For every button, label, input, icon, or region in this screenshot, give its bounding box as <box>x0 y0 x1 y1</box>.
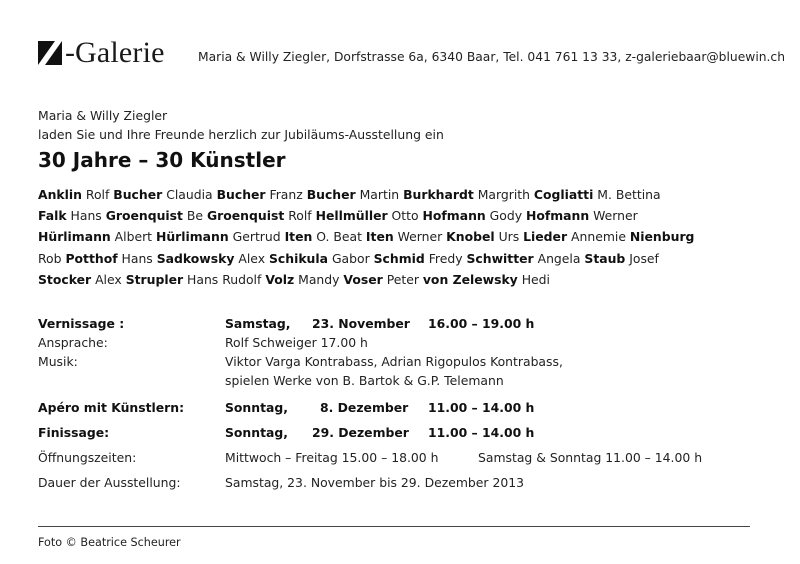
dauer-value: Samstag, 23. November bis 29. Dezember 2013 <box>225 475 524 490</box>
artist-surname: Iten <box>365 229 394 245</box>
artist-line <box>38 205 768 226</box>
artist-surname: Bucher <box>113 187 163 202</box>
artist-firstname: M. Bettina <box>593 187 661 202</box>
artist-firstname: Fredy <box>424 250 467 266</box>
artist-surname: Potthof <box>65 250 118 266</box>
artist-surname: Falk <box>38 208 67 224</box>
apero-date: 8. Dezember <box>320 400 409 415</box>
schedule-row-oeffnungszeiten <box>38 450 768 469</box>
artist-surname: Groenquist <box>105 208 183 224</box>
oeffnungszeiten-label: Öffnungszeiten: <box>38 450 137 465</box>
artist-firstname: Peter <box>382 271 423 287</box>
ansprache-label: Ansprache: <box>38 335 108 350</box>
artist-surname: Groenquist <box>206 208 285 224</box>
artist-firstname: Mandy <box>294 271 344 287</box>
artist-firstname: Hans Rudolf <box>183 271 266 287</box>
apero-time: 11.00 – 14.00 h <box>428 400 535 415</box>
artist-line <box>38 226 768 247</box>
artist-surname: Sadkowsky <box>156 250 235 266</box>
vernissage-label: Vernissage : <box>38 316 125 331</box>
artist-surname: Stocker <box>38 271 92 287</box>
footer-divider <box>38 526 750 527</box>
schedule-row-finissage <box>38 425 768 444</box>
invitation-intro <box>38 106 444 144</box>
finissage-label: Finissage: <box>38 425 110 440</box>
artist-firstname: Franz <box>265 187 307 202</box>
artist-firstname: Josef <box>625 250 659 266</box>
artist-surname: Nienburg <box>629 229 695 245</box>
artist-firstname: Hans <box>117 250 157 266</box>
vernissage-date: 23. November <box>312 316 410 331</box>
artist-firstname: Alex <box>234 250 269 266</box>
artist-firstname: Annemie <box>567 229 630 245</box>
schedule <box>38 316 768 494</box>
artist-firstname: Alex <box>91 271 126 287</box>
artist-surname: Hellmüller <box>315 208 388 224</box>
artist-firstname: Albert <box>110 229 156 245</box>
artist-firstname: Claudia <box>162 187 217 202</box>
artist-surname: Bucher <box>216 187 266 202</box>
artist-surname: Cogliatti <box>533 187 594 202</box>
finissage-date: 29. Dezember <box>312 425 409 440</box>
artist-surname: Iten <box>284 229 313 245</box>
artist-firstname: Hans <box>66 208 106 224</box>
artist-surname: Hofmann <box>525 208 590 224</box>
artist-firstname: Rolf <box>81 187 114 202</box>
artist-list <box>38 184 768 290</box>
z-logo-icon <box>38 41 62 65</box>
gallery-logo <box>38 36 165 70</box>
artist-firstname: Margrith <box>473 187 534 202</box>
artist-firstname: Rob <box>38 250 66 266</box>
schedule-row-ansprache <box>38 335 768 354</box>
artist-firstname: Otto <box>387 208 423 224</box>
artist-firstname: Urs <box>494 229 524 245</box>
artist-firstname: Angela <box>533 250 585 266</box>
exhibition-title: 30 Jahre – 30 Künstler <box>38 148 286 172</box>
artist-firstname: Gody <box>485 208 526 224</box>
artist-surname: Hürlimann <box>155 229 229 245</box>
schedule-row-dauer <box>38 475 768 494</box>
artist-firstname: Gertrud <box>228 229 285 245</box>
artist-firstname: Gabor <box>328 250 374 266</box>
artist-surname: Schikula <box>268 250 328 266</box>
musik-value-line1: Viktor Varga Kontrabass, Adrian Rigopulos Kontrabass, <box>225 354 563 369</box>
vernissage-time: 16.00 – 19.00 h <box>428 316 535 331</box>
artist-surname: Voser <box>343 271 383 287</box>
apero-day: Sonntag, <box>225 400 288 415</box>
artist-firstname: Werner <box>589 208 638 224</box>
artist-line <box>38 184 768 205</box>
finissage-day: Sonntag, <box>225 425 288 440</box>
oeffnungszeiten-weekday: Mittwoch – Freitag 15.00 – 18.00 h <box>225 450 439 465</box>
artist-surname: von Zelewsky <box>422 271 518 287</box>
artist-surname: Volz <box>265 271 295 287</box>
invitation-line: laden Sie und Ihre Freunde herzlich zur Jubiläums-Ausstellung ein <box>38 127 444 142</box>
artist-surname: Hürlimann <box>38 229 111 245</box>
artist-surname: Lieder <box>523 229 568 245</box>
artist-surname: Staub <box>584 250 626 266</box>
photo-credit: Foto © Beatrice Scheurer <box>38 536 181 549</box>
musik-label: Musik: <box>38 354 78 369</box>
artist-firstname: Hedi <box>517 271 550 287</box>
oeffnungszeiten-weekend: Samstag & Sonntag 11.00 – 14.00 h <box>478 450 703 465</box>
artist-surname: Anklin <box>38 187 82 202</box>
vernissage-day: Samstag, <box>225 316 291 331</box>
hosts-line: Maria & Willy Ziegler <box>38 108 168 123</box>
artist-surname: Hofmann <box>422 208 486 224</box>
artist-firstname: Be <box>182 208 207 224</box>
header <box>38 36 785 76</box>
schedule-row-vernissage <box>38 316 768 335</box>
contact-line: Maria & Willy Ziegler, Dorfstrasse 6a, 6340 Baar, Tel. 041 761 13 33, z-galeriebaar@bluewin.ch <box>198 50 785 64</box>
artist-surname: Bucher <box>306 187 356 202</box>
schedule-row-musik <box>38 354 768 373</box>
schedule-row-apero <box>38 400 768 419</box>
logo-dash: - <box>65 36 75 69</box>
dauer-label: Dauer der Ausstellung: <box>38 475 181 490</box>
artist-surname: Schwitter <box>466 250 534 266</box>
artist-surname: Schmid <box>373 250 425 266</box>
artist-firstname: O. Beat <box>312 229 366 245</box>
artist-surname: Burkhardt <box>403 187 474 202</box>
artist-surname: Strupler <box>125 271 184 287</box>
finissage-time: 11.00 – 14.00 h <box>428 425 535 440</box>
musik-value-line2: spielen Werke von B. Bartok & G.P. Telemann <box>225 373 504 388</box>
artist-surname: Knobel <box>446 229 495 245</box>
artist-firstname: Rolf <box>284 208 316 224</box>
schedule-row-musik-continued <box>38 373 768 392</box>
artist-line <box>38 269 768 290</box>
artist-line <box>38 248 768 269</box>
artist-firstname: Werner <box>393 229 447 245</box>
artist-firstname: Martin <box>355 187 404 202</box>
logo-text: Galerie <box>75 36 165 69</box>
ansprache-value: Rolf Schweiger 17.00 h <box>225 335 368 350</box>
apero-label: Apéro mit Künstlern: <box>38 400 185 415</box>
